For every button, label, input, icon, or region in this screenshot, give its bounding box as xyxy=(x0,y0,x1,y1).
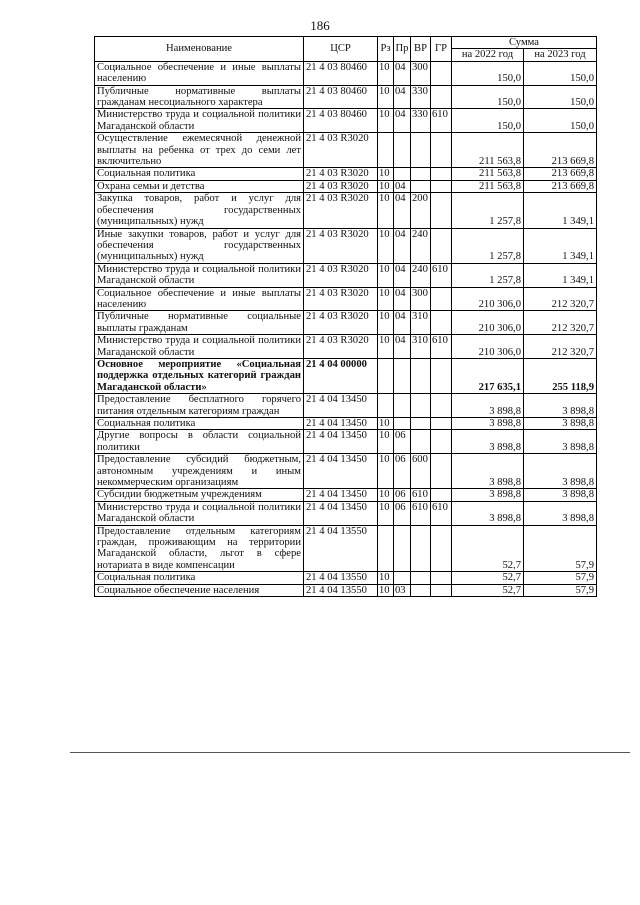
row-sum-2022-cell: 150,0 xyxy=(452,109,524,133)
row-vr-cell xyxy=(411,180,431,192)
row-rz-cell: 10 xyxy=(378,311,394,335)
row-sum-2023-cell: 3 898,8 xyxy=(524,501,597,525)
row-pr-cell xyxy=(394,572,411,584)
row-gr-cell xyxy=(431,311,452,335)
row-vr-cell: 310 xyxy=(411,335,431,359)
row-csr-cell: 21 4 04 13450 xyxy=(304,418,378,430)
row-csr-cell: 21 4 03 R3020 xyxy=(304,228,378,263)
row-gr-cell xyxy=(431,85,452,109)
table-row xyxy=(95,358,597,393)
row-name-cell: Основное мероприятие «Социальная поддержка отдельных категорий граждан Магаданской области» xyxy=(95,358,304,393)
row-sum-2023-cell: 150,0 xyxy=(524,85,597,109)
row-sum-2022-cell: 217 635,1 xyxy=(452,358,524,393)
row-sum-2022-cell: 3 898,8 xyxy=(452,454,524,489)
row-pr-cell xyxy=(394,358,411,393)
row-vr-cell xyxy=(411,394,431,418)
row-gr-cell xyxy=(431,193,452,228)
row-rz-cell xyxy=(378,358,394,393)
row-sum-2023-cell: 213 669,8 xyxy=(524,168,597,180)
row-rz-cell: 10 xyxy=(378,109,394,133)
table-row xyxy=(95,133,597,168)
row-rz-cell: 10 xyxy=(378,228,394,263)
row-csr-cell: 21 4 03 R3020 xyxy=(304,133,378,168)
row-csr-cell: 21 4 03 R3020 xyxy=(304,311,378,335)
header-year-2023: на 2023 год xyxy=(524,49,597,61)
table-row xyxy=(95,109,597,133)
row-sum-2023-cell: 1 349,1 xyxy=(524,263,597,287)
row-rz-cell: 10 xyxy=(378,168,394,180)
row-sum-2023-cell: 57,9 xyxy=(524,572,597,584)
row-vr-cell xyxy=(411,358,431,393)
row-vr-cell xyxy=(411,133,431,168)
row-vr-cell xyxy=(411,525,431,572)
row-rz-cell: 10 xyxy=(378,572,394,584)
row-sum-2022-cell: 1 257,8 xyxy=(452,228,524,263)
row-pr-cell: 06 xyxy=(394,489,411,501)
row-rz-cell: 10 xyxy=(378,430,394,454)
row-vr-cell xyxy=(411,572,431,584)
row-sum-2023-cell: 3 898,8 xyxy=(524,430,597,454)
row-sum-2022-cell: 210 306,0 xyxy=(452,335,524,359)
row-sum-2022-cell: 3 898,8 xyxy=(452,489,524,501)
row-name-cell: Предоставление бесплатного горячего питания отдельным категориям граждан xyxy=(95,394,304,418)
page-number: 186 xyxy=(310,18,330,33)
header-year-2022: на 2022 год xyxy=(452,49,524,61)
row-csr-cell: 21 4 04 00000 xyxy=(304,358,378,393)
header-name: Наименование xyxy=(95,37,304,62)
row-gr-cell xyxy=(431,525,452,572)
table-row xyxy=(95,168,597,180)
row-name-cell: Социальная политика xyxy=(95,572,304,584)
row-pr-cell: 03 xyxy=(394,584,411,596)
row-pr-cell: 04 xyxy=(394,193,411,228)
table-row xyxy=(95,311,597,335)
row-csr-cell: 21 4 04 13550 xyxy=(304,572,378,584)
header-csr: ЦСР xyxy=(304,37,378,62)
row-sum-2023-cell: 255 118,9 xyxy=(524,358,597,393)
row-sum-2022-cell: 3 898,8 xyxy=(452,418,524,430)
row-vr-cell: 330 xyxy=(411,109,431,133)
row-gr-cell: 610 xyxy=(431,109,452,133)
row-vr-cell xyxy=(411,430,431,454)
row-name-cell: Социальное обеспечение и иные выплаты населению xyxy=(95,287,304,311)
row-name-cell: Другие вопросы в области социальной политики xyxy=(95,430,304,454)
row-csr-cell: 21 4 04 13450 xyxy=(304,489,378,501)
table-row xyxy=(95,180,597,192)
row-sum-2023-cell: 1 349,1 xyxy=(524,193,597,228)
table-row xyxy=(95,85,597,109)
table-row xyxy=(95,394,597,418)
header-gr: ГР xyxy=(431,37,452,62)
row-sum-2022-cell: 3 898,8 xyxy=(452,501,524,525)
row-pr-cell xyxy=(394,525,411,572)
row-vr-cell: 200 xyxy=(411,193,431,228)
row-sum-2022-cell: 210 306,0 xyxy=(452,311,524,335)
row-vr-cell: 600 xyxy=(411,454,431,489)
row-csr-cell: 21 4 04 13450 xyxy=(304,454,378,489)
row-name-cell: Субсидии бюджетным учреждениям xyxy=(95,489,304,501)
row-gr-cell: 610 xyxy=(431,335,452,359)
row-rz-cell: 10 xyxy=(378,263,394,287)
row-name-cell: Социальное обеспечение населения xyxy=(95,584,304,596)
row-csr-cell: 21 4 04 13450 xyxy=(304,430,378,454)
row-gr-cell xyxy=(431,358,452,393)
row-sum-2022-cell: 3 898,8 xyxy=(452,394,524,418)
row-pr-cell xyxy=(394,168,411,180)
row-gr-cell xyxy=(431,133,452,168)
row-gr-cell xyxy=(431,168,452,180)
row-gr-cell xyxy=(431,394,452,418)
row-name-cell: Социальная политика xyxy=(95,168,304,180)
row-csr-cell: 21 4 04 13450 xyxy=(304,394,378,418)
row-sum-2023-cell: 212 320,7 xyxy=(524,311,597,335)
row-sum-2023-cell: 3 898,8 xyxy=(524,489,597,501)
row-vr-cell xyxy=(411,418,431,430)
row-csr-cell: 21 4 03 R3020 xyxy=(304,287,378,311)
table-row xyxy=(95,263,597,287)
row-name-cell: Осуществление ежемесячной денежной выплаты на ребенка от трех до семи лет включительно xyxy=(95,133,304,168)
row-csr-cell: 21 4 03 R3020 xyxy=(304,335,378,359)
row-sum-2022-cell: 211 563,8 xyxy=(452,180,524,192)
table-row xyxy=(95,418,597,430)
row-vr-cell: 300 xyxy=(411,61,431,85)
row-vr-cell: 310 xyxy=(411,311,431,335)
row-rz-cell: 10 xyxy=(378,193,394,228)
row-pr-cell: 04 xyxy=(394,263,411,287)
row-rz-cell: 10 xyxy=(378,180,394,192)
row-sum-2022-cell: 1 257,8 xyxy=(452,263,524,287)
row-name-cell: Охрана семьи и детства xyxy=(95,180,304,192)
row-rz-cell: 10 xyxy=(378,61,394,85)
row-pr-cell: 06 xyxy=(394,501,411,525)
row-gr-cell xyxy=(431,572,452,584)
row-vr-cell: 610 xyxy=(411,489,431,501)
row-sum-2022-cell: 211 563,8 xyxy=(452,168,524,180)
row-rz-cell xyxy=(378,133,394,168)
row-gr-cell xyxy=(431,454,452,489)
row-rz-cell: 10 xyxy=(378,85,394,109)
row-name-cell: Закупка товаров, работ и услуг для обеспечения государственных (муниципальных) нужд xyxy=(95,193,304,228)
row-pr-cell: 04 xyxy=(394,335,411,359)
row-sum-2023-cell: 3 898,8 xyxy=(524,454,597,489)
row-sum-2022-cell: 210 306,0 xyxy=(452,287,524,311)
row-name-cell: Министерство труда и социальной политики Магаданской области xyxy=(95,109,304,133)
row-csr-cell: 21 4 04 13450 xyxy=(304,501,378,525)
header-pr: Пр xyxy=(394,37,411,62)
row-gr-cell xyxy=(431,418,452,430)
row-gr-cell: 610 xyxy=(431,263,452,287)
row-gr-cell xyxy=(431,584,452,596)
row-pr-cell xyxy=(394,394,411,418)
table-row xyxy=(95,287,597,311)
row-sum-2022-cell: 211 563,8 xyxy=(452,133,524,168)
row-name-cell: Предоставление субсидий бюджетным, автономным учреждениям и иным некоммерческим организациям xyxy=(95,454,304,489)
row-sum-2023-cell: 213 669,8 xyxy=(524,133,597,168)
row-sum-2023-cell: 212 320,7 xyxy=(524,335,597,359)
table-body xyxy=(95,61,597,596)
page-divider xyxy=(70,752,630,753)
budget-table xyxy=(94,36,597,597)
row-sum-2023-cell: 57,9 xyxy=(524,584,597,596)
row-rz-cell: 10 xyxy=(378,335,394,359)
row-rz-cell: 10 xyxy=(378,501,394,525)
row-gr-cell: 610 xyxy=(431,501,452,525)
row-pr-cell xyxy=(394,418,411,430)
row-pr-cell: 06 xyxy=(394,430,411,454)
table-row xyxy=(95,525,597,572)
table-row xyxy=(95,430,597,454)
row-sum-2023-cell: 212 320,7 xyxy=(524,287,597,311)
row-pr-cell: 06 xyxy=(394,454,411,489)
row-name-cell: Социальное обеспечение и иные выплаты населению xyxy=(95,61,304,85)
row-sum-2022-cell: 52,7 xyxy=(452,572,524,584)
row-sum-2023-cell: 150,0 xyxy=(524,61,597,85)
row-pr-cell: 04 xyxy=(394,85,411,109)
table-row xyxy=(95,572,597,584)
row-gr-cell xyxy=(431,61,452,85)
table-row xyxy=(95,228,597,263)
row-sum-2023-cell: 57,9 xyxy=(524,525,597,572)
row-rz-cell: 10 xyxy=(378,287,394,311)
row-name-cell: Публичные нормативные социальные выплаты гражданам xyxy=(95,311,304,335)
row-name-cell: Министерство труда и социальной политики Магаданской области xyxy=(95,263,304,287)
table-row xyxy=(95,193,597,228)
table-row xyxy=(95,584,597,596)
table-row xyxy=(95,61,597,85)
row-sum-2023-cell: 1 349,1 xyxy=(524,228,597,263)
row-rz-cell: 10 xyxy=(378,584,394,596)
row-sum-2022-cell: 52,7 xyxy=(452,584,524,596)
row-vr-cell xyxy=(411,168,431,180)
row-pr-cell: 04 xyxy=(394,61,411,85)
row-sum-2022-cell: 150,0 xyxy=(452,61,524,85)
row-gr-cell xyxy=(431,180,452,192)
row-pr-cell: 04 xyxy=(394,311,411,335)
row-csr-cell: 21 4 03 R3020 xyxy=(304,193,378,228)
row-rz-cell xyxy=(378,525,394,572)
table-row xyxy=(95,335,597,359)
row-name-cell: Министерство труда и социальной политики Магаданской области xyxy=(95,501,304,525)
row-gr-cell xyxy=(431,287,452,311)
row-rz-cell xyxy=(378,394,394,418)
row-csr-cell: 21 4 04 13550 xyxy=(304,584,378,596)
row-sum-2023-cell: 3 898,8 xyxy=(524,418,597,430)
table-row xyxy=(95,501,597,525)
row-gr-cell xyxy=(431,430,452,454)
row-rz-cell: 10 xyxy=(378,418,394,430)
row-csr-cell: 21 4 03 R3020 xyxy=(304,180,378,192)
row-sum-2022-cell: 150,0 xyxy=(452,85,524,109)
row-name-cell: Предоставление отдельным категориям граждан, проживающим на территории Магаданской области, льгот в сфере нотариата в виде компенсации xyxy=(95,525,304,572)
row-pr-cell: 04 xyxy=(394,180,411,192)
row-vr-cell: 330 xyxy=(411,85,431,109)
row-vr-cell: 240 xyxy=(411,228,431,263)
row-csr-cell: 21 4 04 13550 xyxy=(304,525,378,572)
row-gr-cell xyxy=(431,228,452,263)
header-vr: ВР xyxy=(411,37,431,62)
table-row xyxy=(95,454,597,489)
row-csr-cell: 21 4 03 R3020 xyxy=(304,168,378,180)
row-csr-cell: 21 4 03 80460 xyxy=(304,61,378,85)
row-vr-cell: 300 xyxy=(411,287,431,311)
row-sum-2023-cell: 213 669,8 xyxy=(524,180,597,192)
row-csr-cell: 21 4 03 80460 xyxy=(304,85,378,109)
row-name-cell: Министерство труда и социальной политики Магаданской области xyxy=(95,335,304,359)
row-vr-cell: 610 xyxy=(411,501,431,525)
row-pr-cell: 04 xyxy=(394,287,411,311)
header-rz: Рз xyxy=(378,37,394,62)
row-sum-2023-cell: 150,0 xyxy=(524,109,597,133)
row-rz-cell: 10 xyxy=(378,454,394,489)
row-csr-cell: 21 4 03 80460 xyxy=(304,109,378,133)
row-sum-2022-cell: 52,7 xyxy=(452,525,524,572)
row-rz-cell: 10 xyxy=(378,489,394,501)
row-gr-cell xyxy=(431,489,452,501)
row-sum-2022-cell: 3 898,8 xyxy=(452,430,524,454)
header-sum: Сумма xyxy=(452,37,597,49)
row-csr-cell: 21 4 03 R3020 xyxy=(304,263,378,287)
row-vr-cell xyxy=(411,584,431,596)
row-sum-2022-cell: 1 257,8 xyxy=(452,193,524,228)
row-name-cell: Социальная политика xyxy=(95,418,304,430)
row-name-cell: Иные закупки товаров, работ и услуг для обеспечения государственных (муниципальных) нужд xyxy=(95,228,304,263)
row-name-cell: Публичные нормативные выплаты гражданам несоциального характера xyxy=(95,85,304,109)
row-sum-2023-cell: 3 898,8 xyxy=(524,394,597,418)
table-row xyxy=(95,489,597,501)
row-vr-cell: 240 xyxy=(411,263,431,287)
row-pr-cell: 04 xyxy=(394,228,411,263)
row-pr-cell xyxy=(394,133,411,168)
row-pr-cell: 04 xyxy=(394,109,411,133)
